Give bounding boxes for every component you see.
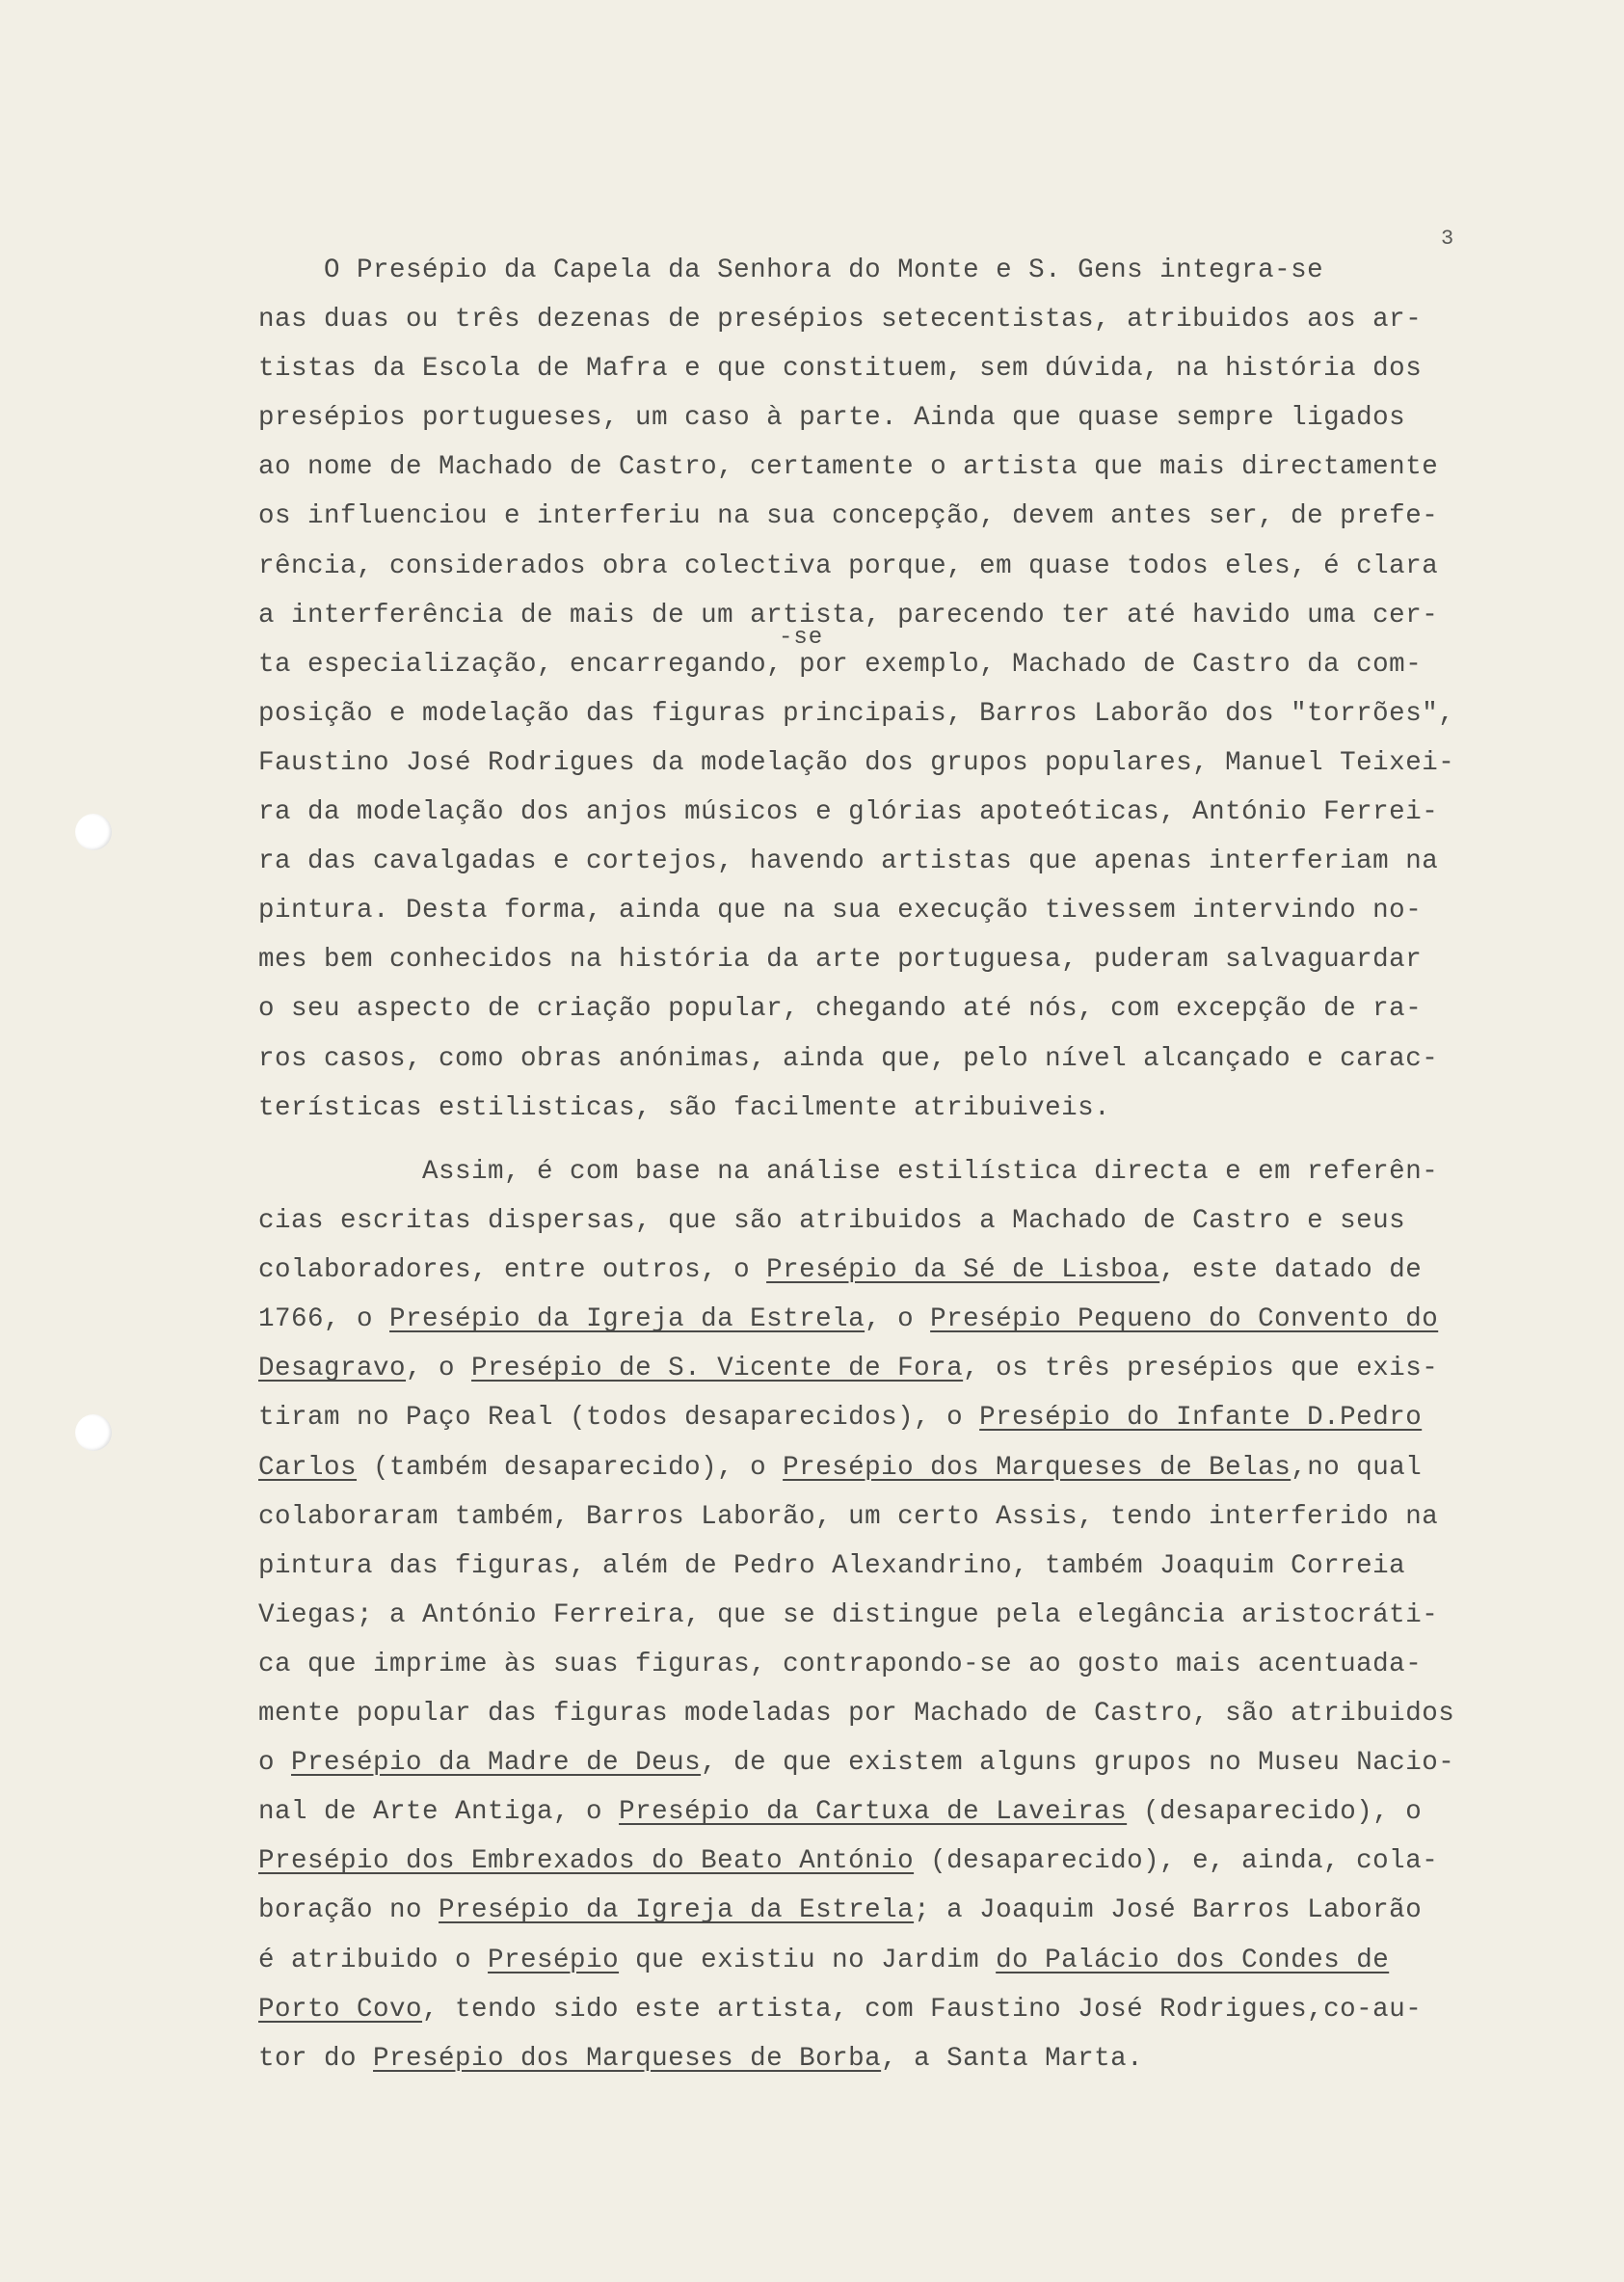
text-segment: , tendo sido este artista, com Faustino José Rodrigues,co-au- [422, 1994, 1423, 2025]
text-line [258, 1084, 1454, 1133]
underlined-title: Presépio dos Marqueses de Borba [373, 2043, 882, 2074]
text-line [258, 542, 1454, 591]
text-segment: (também desaparecido), o [357, 1452, 784, 1483]
text-segment: colaboraram também, Barros Laborão, um certo Assis, tendo interferido na [258, 1501, 1439, 1532]
text-segment: rência, considerados obra colectiva porque, em quase todos eles, é clara [258, 550, 1439, 581]
text-segment: O Presépio da Capela da Senhora do Monte e S. Gens integra-se [258, 255, 1324, 285]
text-segment: ; a Joaquim José Barros Laborão [914, 1895, 1423, 1926]
text-segment: pintura das figuras, além de Pedro Alexandrino, também Joaquim Correia [258, 1550, 1406, 1581]
page-number: 3 [1441, 227, 1454, 251]
text-line [258, 1640, 1454, 1689]
paragraph-2 [258, 1147, 1454, 2083]
text-line [258, 1689, 1454, 1738]
text-line [258, 1196, 1454, 1246]
text-segment: ta especialização, encarregando, por exemplo, Machado de Castro da com- [258, 649, 1423, 680]
underlined-title: Presépio da Sé de Lisboa [766, 1255, 1160, 1286]
text-line [258, 1344, 1454, 1393]
text-segment: , o [865, 1304, 931, 1335]
text-line [258, 1246, 1454, 1295]
text-line [258, 393, 1454, 443]
text-segment: Faustino José Rodrigues da modelação dos grupos populares, Manuel Teixei- [258, 747, 1455, 778]
underlined-title: Presépio da Igreja da Estrela [439, 1895, 915, 1926]
text-segment: cias escritas dispersas, que são atribuidos a Machado de Castro e seus [258, 1206, 1406, 1237]
text-line [258, 689, 1454, 738]
text-segment: os influenciou e interferiu na sua concepção, devem antes ser, de prefe- [258, 501, 1439, 532]
text-segment: é atribuido o [258, 1945, 489, 1975]
text-segment: presépios portugueses, um caso à parte. Ainda que quase sempre ligados [258, 403, 1406, 434]
text-segment: tor do [258, 2043, 374, 2074]
text-line [258, 640, 1454, 689]
text-line [258, 837, 1454, 886]
underlined-title: Presépio de S. Vicente de Fora [471, 1354, 964, 1384]
text-line [258, 492, 1454, 541]
text-line [258, 2034, 1454, 2083]
text-segment: pintura. Desta forma, ainda que na sua execução tivessem intervindo no- [258, 896, 1423, 926]
text-line [258, 1837, 1454, 1886]
text-line [258, 1738, 1454, 1787]
text-segment: , os três presépios que exis- [963, 1354, 1439, 1384]
text-segment: ,no qual [1291, 1452, 1423, 1483]
underlined-title: Presépio Pequeno do Convento do [930, 1304, 1439, 1335]
paragraph-1 [258, 246, 1454, 1133]
underlined-title: Presépio dos Embrexados do Beato António [258, 1846, 915, 1877]
text-segment: a interferência de mais de um artista, parecendo ter até havido uma cer- [258, 600, 1439, 631]
underlined-title: Desagravo [258, 1354, 407, 1384]
text-line [258, 1492, 1454, 1542]
text-line [258, 1591, 1454, 1640]
text-segment: Assim, é com base na análise estilística directa e em referên- [258, 1157, 1439, 1187]
text-line [258, 1443, 1454, 1492]
text-segment: nas duas ou três dezenas de presépios setecentistas, atribuidos aos ar- [258, 305, 1423, 336]
text-line [258, 984, 1454, 1034]
underlined-title: Porto Covo [258, 1994, 423, 2025]
underlined-title: do Palácio dos Condes de [996, 1945, 1390, 1975]
text-segment: ca que imprime às suas figuras, contrapondo-se ao gosto mais acentuada- [258, 1649, 1423, 1679]
text-segment: mente popular das figuras modeladas por Machado de Castro, são atribuidos [258, 1699, 1455, 1730]
text-segment: que existiu no Jardim [619, 1945, 997, 1975]
text-segment: Viegas; a António Ferreira, que se distingue pela elegância aristocráti- [258, 1599, 1439, 1630]
underlined-title: Presépio dos Marqueses de Belas [783, 1452, 1291, 1483]
text-segment: ros casos, como obras anónimas, ainda que, pelo nível alcançado e carac- [258, 1043, 1439, 1074]
text-segment: nal de Arte Antiga, o [258, 1797, 620, 1828]
text-segment: o [258, 1748, 292, 1779]
underlined-title: Presépio do Infante D.Pedro [979, 1403, 1423, 1434]
text-line [258, 1936, 1454, 1985]
text-segment: (desaparecido), e, ainda, cola- [914, 1846, 1439, 1877]
text-segment: o seu aspecto de criação popular, chegando até nós, com excepção de ra- [258, 994, 1423, 1025]
text-line [258, 1295, 1454, 1344]
text-line [258, 344, 1454, 393]
text-segment: ao nome de Machado de Castro, certamente o artista que mais directamente [258, 452, 1439, 483]
text-line [258, 935, 1454, 984]
text-segment: tiram no Paço Real (todos desaparecidos), o [258, 1403, 980, 1434]
text-segment: , de que existem alguns grupos no Museu Nacio- [701, 1748, 1455, 1779]
text-segment: 1766, o [258, 1304, 390, 1335]
text-segment: mes bem conhecidos na história da arte portuguesa, puderam salvaguardar [258, 945, 1423, 976]
underlined-title: Presépio da Igreja da Estrela [389, 1304, 865, 1335]
text-line [258, 1787, 1454, 1837]
text-segment: , o [406, 1354, 472, 1384]
text-line [258, 1542, 1454, 1591]
text-line [258, 295, 1454, 344]
text-segment: colaboradores, entre outros, o [258, 1255, 767, 1286]
text-line [258, 788, 1454, 837]
text-line [258, 1034, 1454, 1084]
text-line [258, 1147, 1454, 1196]
text-line [258, 591, 1454, 640]
text-segment: (desaparecido), o [1127, 1797, 1423, 1828]
text-line [258, 1886, 1454, 1935]
text-line [258, 246, 1454, 295]
text-line [258, 886, 1454, 935]
underlined-title: Carlos [258, 1452, 358, 1483]
punch-hole-top [75, 814, 112, 850]
text-line [258, 738, 1454, 788]
text-line [258, 1985, 1454, 2034]
handwritten-insertion: -se [779, 625, 824, 651]
text-segment: ra da modelação dos anjos músicos e glórias apoteóticas, António Ferrei- [258, 797, 1439, 828]
text-segment: , este datado de [1159, 1255, 1423, 1286]
underlined-title: Presépio [488, 1945, 620, 1975]
text-segment: boração no [258, 1895, 439, 1926]
text-line [258, 1393, 1454, 1442]
text-segment: posição e modelação das figuras principais, Barros Laborão dos "torrões", [258, 698, 1455, 729]
text-segment: , a Santa Marta. [881, 2043, 1144, 2074]
text-segment: ra das cavalgadas e cortejos, havendo artistas que apenas interferiam na [258, 846, 1439, 877]
underlined-title: Presépio da Madre de Deus [291, 1748, 702, 1779]
text-segment: tistas da Escola de Mafra e que constituem, sem dúvida, na história dos [258, 354, 1423, 385]
text-segment: terísticas estilisticas, são facilmente atribuiveis. [258, 1092, 1111, 1123]
text-line [258, 443, 1454, 492]
punch-hole-bottom [75, 1414, 112, 1451]
underlined-title: Presépio da Cartuxa de Laveiras [619, 1797, 1128, 1828]
